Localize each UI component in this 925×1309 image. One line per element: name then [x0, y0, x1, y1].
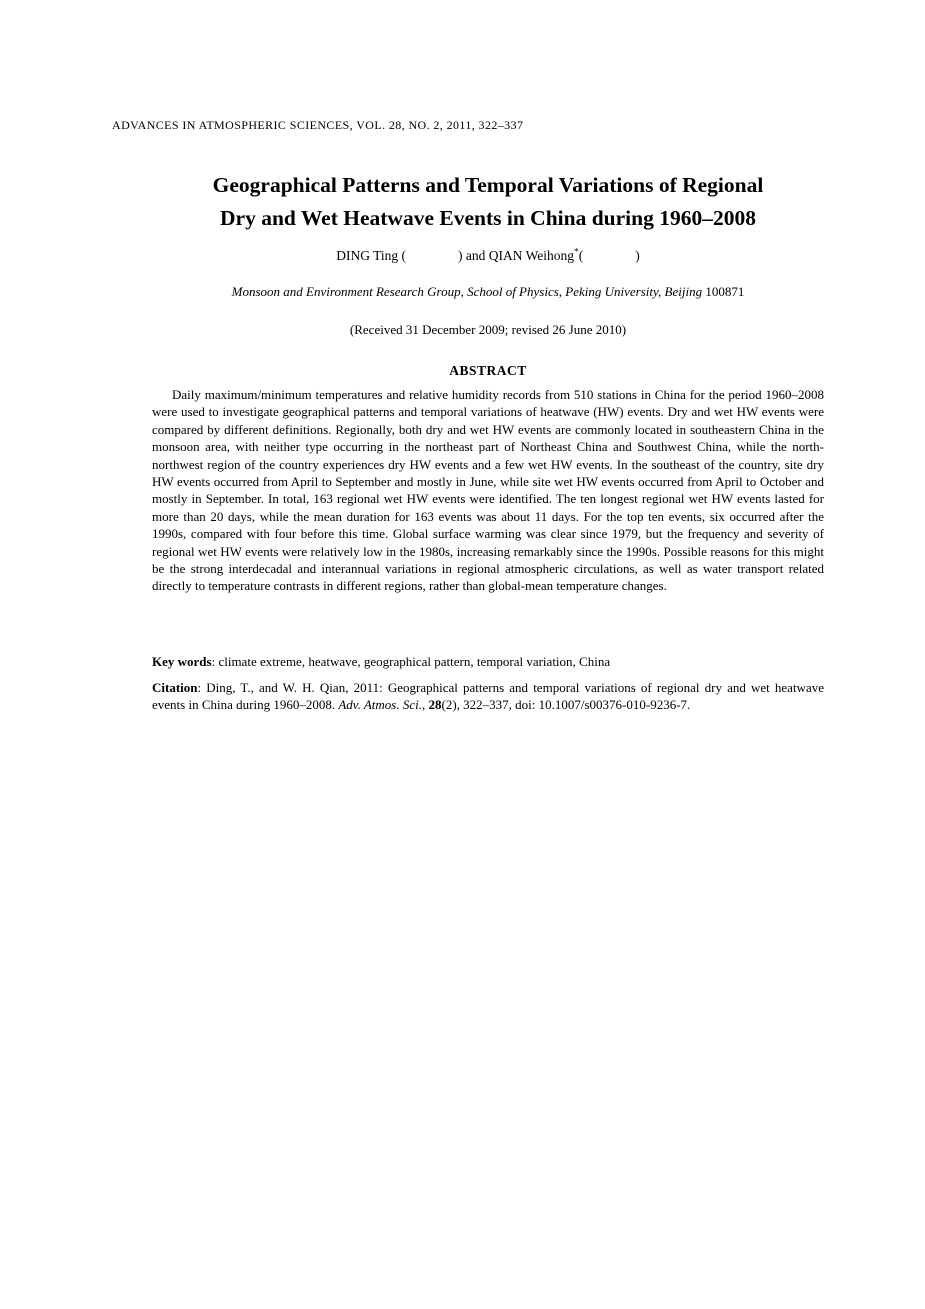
abstract-heading: ABSTRACT [449, 363, 527, 378]
paper-title [112, 169, 864, 235]
citation-block [152, 679, 824, 714]
author-2-cjk-gap [583, 259, 635, 260]
citation-label: Citation [152, 680, 198, 695]
keywords-line [152, 653, 824, 670]
paper-title-line1: Geographical Patterns and Temporal Variations of Regional [212, 173, 764, 197]
keywords-text: : climate extreme, heatwave, geographical pattern, temporal variation, China [211, 654, 611, 669]
journal-header: ADVANCES IN ATMOSPHERIC SCIENCES, VOL. 28, NO. 2, 2011, 322–337 [112, 118, 524, 132]
abstract-text: Daily maximum/minimum temperatures and relative humidity records from 510 stations in China for the period 1960–2008 were used to investigate geographical patterns and temporal variations of heatwave (HW) events. Dry and wet HW events were compared by different definitions. Regionally, both dry and wet HW events are commonly located in southeastern China in the monsoon area, with neither type occurring in the northeast part of Northeast China and Southwest China, while the north-northwest region of the country experiences dry HW events and a few wet HW events. In the southeast of the country, site dry HW events occurred from April to September and mostly in June, while site wet HW events occurred from April to October and mostly in September. In total, 163 regional wet HW events were identified. The ten longest regional wet HW events lasted for more than 20 days, while the mean duration for 163 events was about 11 days. For the top ten events, six occurred after the 1990s, compared with four before this time. Global surface warming was clear since 1979, but the frequency and severity of regional wet HW events were relatively low in the 1980s, increasing remarkably since the 1990s. Possible reasons for this might be the strong interdecadal and interannual variations in regional atmospheric circulations, as well as water transport related directly to temperature contrasts in different regions, rather than global-mean temperature changes. [152, 387, 824, 594]
author-2: ) and QIAN Weihong [458, 248, 575, 263]
keywords-label: Key words [152, 654, 212, 669]
author-2-paren-close: ) [635, 248, 640, 263]
citation-text-post: (2), 322–337, doi: 10.1007/s00376-010-9236-7. [441, 697, 691, 713]
citation-text-pre: : Ding, T., and W. H. Qian, 2011: Geographical patterns and temporal variations of regional dry and wet heatwave events in China during 1960–2008. [152, 680, 824, 713]
author-1-cjk-gap [406, 259, 458, 260]
citation-separator: , [421, 697, 429, 713]
citation-volume: 28 [428, 697, 442, 713]
affiliation-line [112, 284, 864, 300]
author-1: DING Ting ( [336, 248, 407, 263]
paper-title-line2: Dry and Wet Heatwave Events in China during 1960–2008 [220, 206, 756, 230]
affiliation-text: Monsoon and Environment Research Group, School of Physics, Peking University, Beijing [231, 284, 703, 299]
citation-journal-name: Adv. Atmos. Sci. [338, 697, 422, 713]
affiliation-postal-code: 100871 [702, 284, 745, 299]
received-revised-line: (Received 31 December 2009; revised 26 June 2010) [349, 322, 627, 337]
corresponding-author-asterisk: * [574, 247, 579, 258]
authors-line [112, 248, 864, 264]
author-2-paren-open: ( [578, 248, 584, 263]
